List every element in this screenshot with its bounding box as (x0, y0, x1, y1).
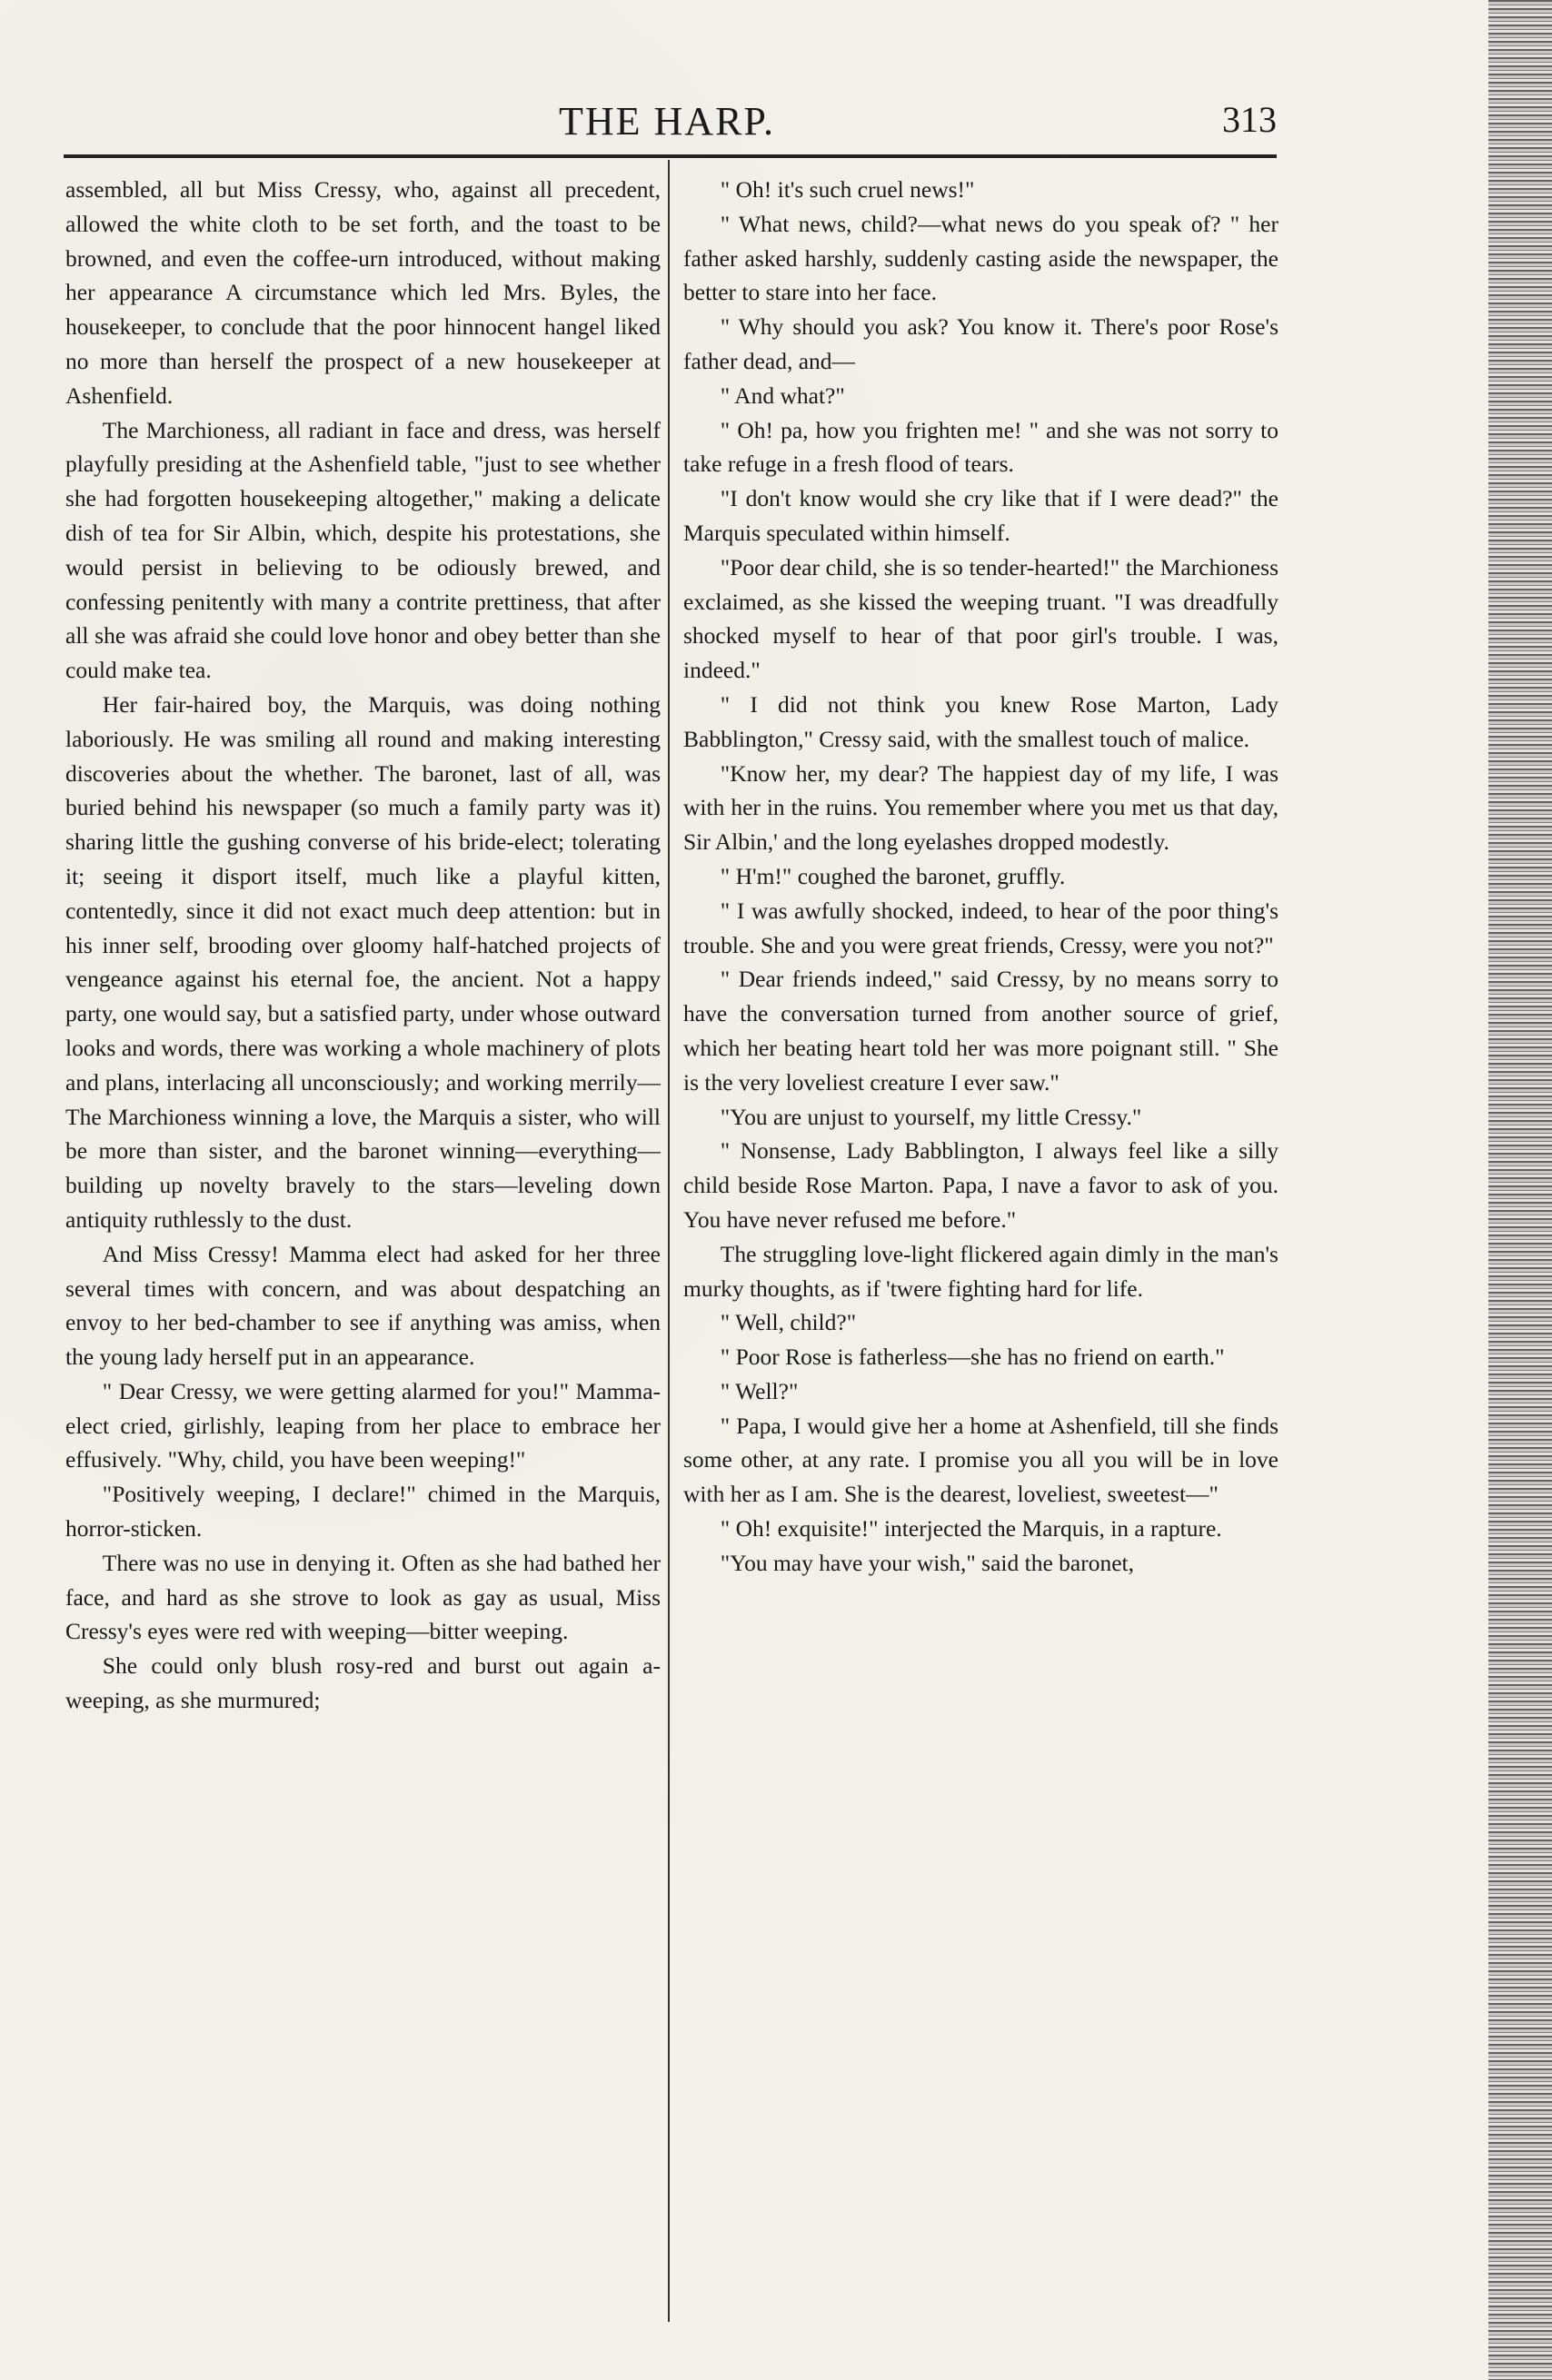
paragraph: " Well?" (720, 1377, 799, 1404)
paragraph: " Dear friends indeed," said Cressy, by no means sorry to have the conversation turned from another source of grief, which her beating heart told her was more poignant still. " She is the very loveliest creature I ever saw." (683, 966, 1278, 1096)
paragraph: " Why should you ask? You know it. There's poor Rose's father dead, and— (683, 313, 1278, 374)
paragraph: Her fair-haired boy, the Marquis, was doing nothing laboriously. He was smiling all round and making interesting discoveries about the whether. The baronet, last of all, was buried behind his newspaper (so much a family party was it) sharing little the gushing converse of his bride-elect; tolerating it; seeing it disport itself, much like a playful kitten, contentedly, since it did not exact much deep attention: but in his inner self, brooding over gloomy half-hatched projects of vengeance against his eternal foe, the ancient. Not a happy party, one would say, but a satisfied party, under whose outward looks and words, there was working a whole machinery of plots and plans, interlacing all unconsciously; and working merrily—The Marchioness winning a love, the Marquis a sister, who will be more than sister, and the baronet winning—everything—building up novelty bravely to the stars—leveling down antiquity ruthlessly to the dust. (65, 690, 661, 1233)
paragraph: "I don't know would she cry like that if I were dead?" the Marquis speculated within himself. (683, 485, 1278, 546)
paragraph: The struggling love-light flickered again dimly in the man's murky thoughts, as if 'twere fighting hard for life. (683, 1240, 1278, 1302)
left-column (65, 173, 661, 2325)
page-number: 313 (1222, 99, 1277, 140)
paragraph: " Dear Cressy, we were getting alarmed for you!" Mamma-elect cried, girlishly, leaping from her place to embrace her effusively. "Why, child, you have been weeping!" (65, 1377, 661, 1473)
paragraph: " Papa, I would give her a home at Ashenfield, till she finds some other, at any rate. I promise you all you will be in love with her as I am. She is the dearest, loveliest, sweetest—" (683, 1412, 1278, 1508)
paragraph: assembled, all but Miss Cressy, who, against all precedent, allowed the white cloth to be set forth, and the toast to be browned, and even the coffee-urn introduced, without making her appearance A circumstance which led Mrs. Byles, the housekeeper, to conclude that the poor hinnocent hangel liked no more than herself the prospect of a new housekeeper at Ashenfield. (65, 176, 661, 409)
column-divider (668, 160, 670, 2322)
paragraph: And Miss Cressy! Mamma elect had asked for her three several times with concern, and was about despatching an envoy to her bed-chamber to see if anything was amiss, when the young lady herself put in an appearance. (65, 1240, 661, 1371)
paragraph: " Nonsense, Lady Babblington, I always feel like a silly child beside Rose Marton. Papa, I nave a favor to ask of you. You have never refused me before." (683, 1137, 1278, 1233)
right-column (683, 173, 1278, 2325)
running-title: THE HARP. (559, 99, 776, 144)
paragraph: "You are unjust to yourself, my little Cressy." (720, 1103, 1142, 1130)
paragraph: " Well, child?" (720, 1309, 857, 1336)
header-rule (64, 154, 1277, 158)
paragraph: "Positively weeping, I declare!" chimed in the Marquis, horror-sticken. (65, 1481, 661, 1542)
paragraph: " H'm!" coughed the baronet, gruffly. (720, 862, 1066, 889)
paragraph: " I did not think you knew Rose Marton, Lady Babblington," Cressy said, with the smallest touch of malice. (683, 690, 1278, 752)
paragraph: " I was awfully shocked, indeed, to hear of the poor thing's trouble. She and you were great friends, Cressy, were you not?" (683, 897, 1278, 958)
paragraph: " And what?" (720, 382, 845, 409)
paragraph: "Know her, my dear? The happiest day of my life, I was with her in the ruins. You remember where you met us that day, Sir Albin,' and the long eyelashes dropped modestly. (683, 759, 1278, 856)
paragraph: " Oh! exquisite!" interjected the Marquis, in a rapture. (720, 1515, 1222, 1542)
paragraph: There was no use in denying it. Often as she had bathed her face, and hard as she strove to look as gay as usual, Miss Cressy's eyes were red with weeping—bitter weeping. (65, 1549, 661, 1645)
paragraph: The Marchioness, all radiant in face and dress, was herself playfully presiding at the Ashenfield table, "just to see whether she had forgotten housekeeping altogether," making a delicate dish of tea for Sir Albin, which, despite his protestations, she would persist in believing to be odiously brewed, and confessing penitently with many a contrite prettiness, that after all she was afraid she could love honor and obey better than she could make tea. (65, 416, 661, 684)
paragraph: She could only blush rosy-red and burst out again a-weeping, as she murmured; (65, 1652, 661, 1714)
paragraph: " Oh! it's such cruel news!" (720, 176, 975, 203)
paragraph: "Poor dear child, she is so tender-hearted!" the Marchioness exclaimed, as she kissed the weeping truant. "I was dreadfully shocked myself to hear of that poor girl's trouble. I was, indeed." (683, 553, 1278, 684)
paragraph: " Oh! pa, how you frighten me! " and she was not sorry to take refuge in a fresh flood of tears. (683, 416, 1278, 478)
page-edge-binding (1488, 0, 1552, 2380)
paragraph: " Poor Rose is fatherless—she has no friend on earth." (720, 1344, 1225, 1371)
paragraph: " What news, child?—what news do you speak of? " her father asked harshly, suddenly casting aside the newspaper, the better to stare into her face. (683, 210, 1278, 306)
page-header (64, 98, 1277, 153)
paragraph: "You may have your wish," said the baronet, (720, 1549, 1134, 1576)
